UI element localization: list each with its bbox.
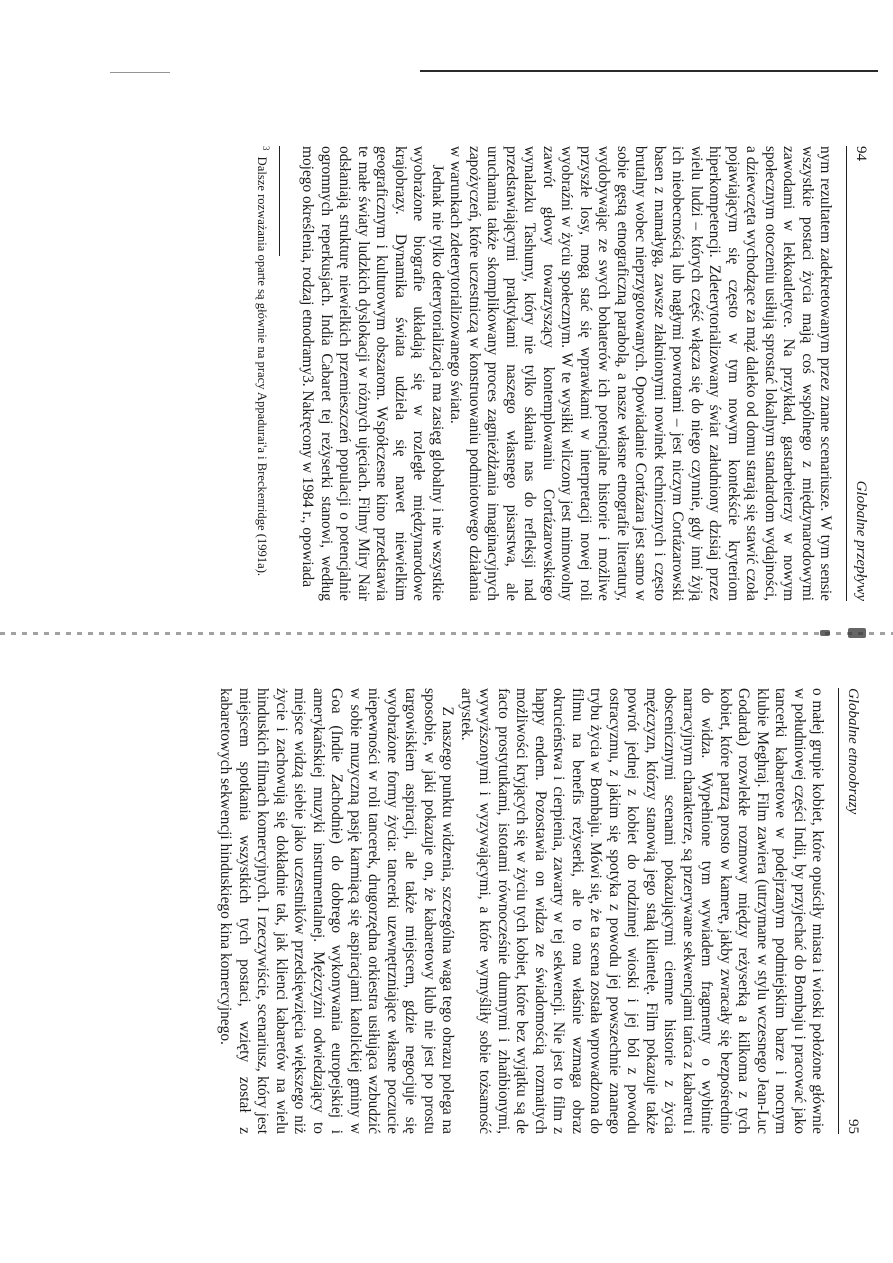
page-94 (60, 146, 870, 601)
page-number: 94 (853, 146, 869, 161)
running-title: Globalne przepływy (853, 480, 869, 601)
paragraph: Jednak nie tylko deterytorializacja ma zasięg globalny i nie wszystkie wyobrażone biografie układają się w rozległe międzynarodowe krajobrazy. Dynamika świata udziela się nawet niewielkim geograficznym i kulturowym obszarom. Współczesne kino przedstawia te małe światy ludzkich dyslokacji w różnych ujęciach. Filmy Miry Nair odsłaniają strukturę niewielkich przemieszczeń populacji o potencjalnie ogromnych reperkusjach. India Cabaret tej reżyserki stanowi, według mojego określenia, rodzaj etnodramy3. Nakręcony w 1984 r., opowiada (299, 146, 446, 601)
page-number: 95 (845, 1119, 861, 1134)
scan-speck (848, 628, 866, 638)
footnote-number: 3 (260, 146, 271, 151)
page-95 (52, 688, 862, 1134)
page-gutter (0, 632, 893, 635)
paragraph: Z naszego punktu widzenia, szczególna waga tego obrazu polega na sposobie, w jaki pokazuje on, że kabaretowy klub nie jest po prostu targowiskiem aspiracji, ale także miejscem, gdzie negocjuje się wyobrażone formy życia: tancerki uzewnętrzniające własne poczucie niepewności w roli tancerek, drugorzędna orkiestra usiłująca wzbudzić w sobie muzyczną pasję karmiącą się aspiracjami katolickiej gminy w Goa (Indie Zachodnie) do dobrego wykonywania europejskiej i amerykańskiej muzyki instrumentalnej. Mężczyźni odwiedzający to miejsce widzą siebie jako uczestników przedsięwzięcia większego niż życie i zachowują się dokładnie tak, jak klienci kabaretów na wielu hinduskich filmach komercyjnych. I rzeczywiście, scenariusz, który jest miejscem spotkania wszystkich tych postaci, wzięty został z kabaretowych sekwencji hinduskiego kina komercyjnego. (217, 688, 457, 1134)
scan-edge-line-faint (110, 72, 170, 73)
paragraph: nym rezultatem zadekretowanym przez znane scenariusze. W tym sensie wszystkie postaci życia mają coś wspólnego z międzynarodowymi zawodami w lekkoatletyce. Na przykład, gastarbeiterzy w nowym społecznym otoczeniu usiłują sprostać lokalnym standardom wydajności, a dziewczęta wychodzące za mąż daleko od domu starają się stawić czoła pojawiającym się często w tym nowym kontekście kryteriom hiperkompetencji. Zdeterytorializowany świat załudniony dzisiaj przez wielu ludzi – których część włącza się do niego czynnie, gdy inni żyją ich nieobecnością lub nagłymi powrotami – jest niczym Cortázarowski basen z mamałygą, zawsze złaknionymi nowinek technicznych i często brutalny wobec nieprzygotowanych. Opowiadanie Cortázara jest samo w sobie gęstą etnograficzną parabolą, a nasze własne etnografie literatury, wydobywając ze swych bohaterów ich potencjalne historie i możliwe przyszłe losy, mogą stać się wprawkami w interpretacji nowej roli wyobraźni w życiu społecznym. W te wysiłki wliczony jest mimowolny zawrót głowy towarzyszący kontemplowaniu Cortázarowskiego wynalazku Tashumy, który nie tylko skłania nas do refleksji nad przedstawiającymi praktykami naszego własnego pisarstwa, ale uruchamia także skomplikowany proces zagnieżdżania imaginacyjnych zapożyczeń, które uczestniczą w konstruowaniu podmiotowego działania w warunkach zdeterytorializowanego świata. (447, 146, 834, 601)
scan-speck (820, 630, 830, 636)
body-text (216, 688, 826, 1134)
footnote-text: Dalsze rozważania oparte są głównie na pracy Appadurai'a i Breckenridge (1991a). (254, 156, 269, 577)
footnote (254, 146, 271, 601)
running-title: Globalne etnoobrazy (845, 688, 861, 815)
footnote-rule (279, 146, 280, 256)
scan-edge-line (420, 70, 878, 72)
running-head (846, 146, 870, 601)
paragraph: o małej grupie kobiet, które opuściły miasta i wioski położone głównie w południowej części Indii, by przyjechać do Bombaju i pracować jako tancerki kabaretowe w podejrzanym podmiejskim barze i nocnym klubie Meghraj. Film zawiera (utrzymane w stylu wczesnego Jean-Luc Godarda) rozwlekłe rozmowy między reżyserką a kilkoma z tych kobiet, które patrzą prosto w kamerę, jakby zwracały się bezpośrednio do widza. Wypełnione tym wywiadem fragmenty o wybitnie narracyjnym charakterze, są przerywane sekwencjami tańca z kabaretu i obscenicznymi scenami pokazującymi ciemne historie z życia mężczyzn, którzy stanowią jego stałą klientelę. Film pokazuje także powrót jednej z kobiet do rodzinnej wioski i jej ból z powodu ostracyzmu, z jakim się spotyka z powodu jej powszechnie znanego trybu życia w Bombaju. Mówi się, że ta scena została wprowadzona do filmu na benefis reżyserki, ale to ona właśnie wzmaga obraz okrucieństwa i cierpienia, zawarty w tej sekwencji. Nie jest to film z happy endem. Pozostawia on widza ze świadomością rozmaitych możliwości kryjących się w życiu tych kobiet, które bez wyjątku są de facto prostytutkami, istotami równocześnie dumnymi i zhańbionymi, wywyższonymi i wyzywającymi, a które wymyśliły sobie tożsamość artystek. (457, 688, 826, 1134)
running-head (838, 688, 862, 1134)
body-text (298, 146, 834, 601)
